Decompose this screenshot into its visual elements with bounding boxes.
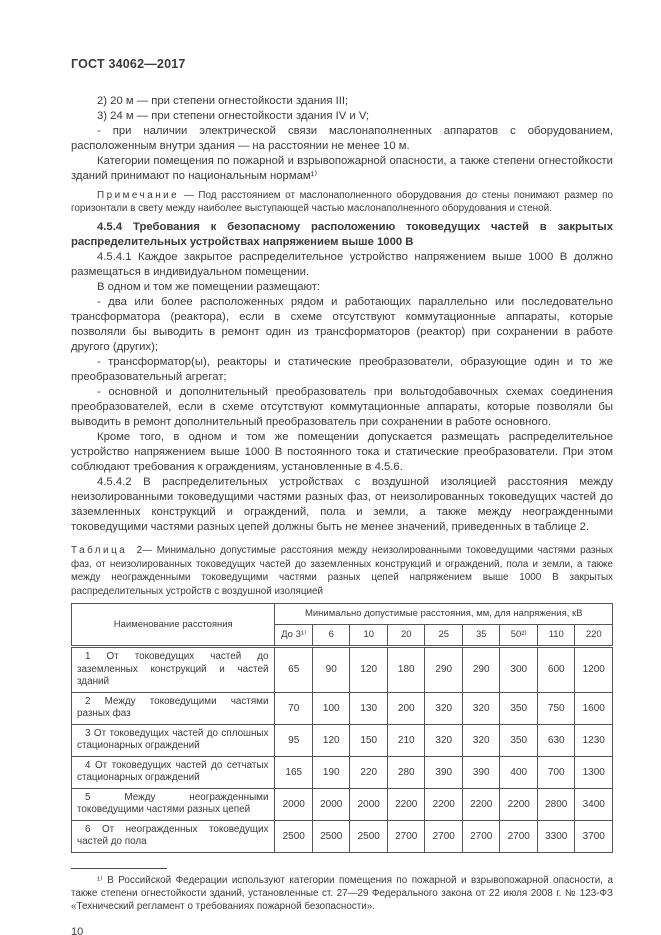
value-cell: 3700: [575, 820, 613, 852]
value-cell: 150: [350, 724, 388, 756]
row-label-cell: 1 От токоведущих частей до заземленных конструкций и частей зданий: [72, 647, 275, 693]
value-cell: 65: [275, 647, 313, 693]
value-cell: 2000: [275, 788, 313, 820]
column-header-voltage: 50²⁾: [500, 625, 538, 647]
value-cell: 1300: [575, 756, 613, 788]
column-header-voltage: 20: [387, 625, 425, 647]
distances-table: [71, 603, 613, 853]
value-cell: 320: [425, 692, 463, 724]
row-label-cell: 4 От токоведущих частей до сетчатых стационарных ограждений: [72, 756, 275, 788]
value-cell: 70: [275, 692, 313, 724]
value-cell: 1230: [575, 724, 613, 756]
value-cell: 390: [462, 756, 500, 788]
note-paragraph: [71, 189, 613, 215]
value-cell: 290: [425, 647, 463, 693]
value-cell: 2200: [500, 788, 538, 820]
value-cell: 180: [387, 647, 425, 693]
footnote-marker: ¹⁾: [97, 874, 103, 886]
table-row: [72, 724, 613, 756]
body-paragraph: - при наличии электрической связи маслонаполненных аппаратов с оборудованием, расположенным внутри здания — на расстоянии не менее 10 м.: [71, 125, 613, 152]
table-caption: [71, 544, 613, 598]
value-cell: 2200: [425, 788, 463, 820]
value-cell: 190: [312, 756, 350, 788]
value-cell: 350: [500, 724, 538, 756]
value-cell: 390: [425, 756, 463, 788]
value-cell: 750: [537, 692, 575, 724]
column-header-voltage: 110: [537, 625, 575, 647]
value-cell: 290: [462, 647, 500, 693]
note-label: Примечание: [97, 190, 180, 201]
table-caption-label: Таблица: [71, 545, 128, 556]
table-row: [72, 820, 613, 852]
value-cell: 3400: [575, 788, 613, 820]
body-paragraph: 3) 24 м — при степени огнестойкости здания IV и V;: [97, 110, 370, 122]
value-cell: 2200: [387, 788, 425, 820]
value-cell: 280: [387, 756, 425, 788]
value-cell: 165: [275, 756, 313, 788]
table-body: [72, 647, 613, 853]
table-row: [72, 756, 613, 788]
value-cell: 300: [500, 647, 538, 693]
value-cell: 90: [312, 647, 350, 693]
value-cell: 220: [350, 756, 388, 788]
body-paragraph: Категории помещения по пожарной и взрывопожарной опасности, а также степени огнестойкости зданий принимают по национальным нормам¹⁾: [71, 155, 613, 182]
column-header-voltage: 6: [312, 625, 350, 647]
table-header-row: [72, 604, 613, 625]
column-header-voltage: 220: [575, 625, 613, 647]
value-cell: 1200: [575, 647, 613, 693]
value-cell: 2800: [537, 788, 575, 820]
column-header-name: Наименование расстояния: [72, 604, 275, 647]
body-paragraph: 4.5.4.2 В распределительных устройствах с воздушной изоляцией расстояния между неизолированными токоведущими частями разных фаз, от неизолированных токоведущих частей до заземленных конструкций и ограждений, пола и земли, а также между неогражденными токоведущими частями разных цепей должны быть не менее значений, приведенных в таблице 2.: [71, 476, 613, 533]
body-paragraph: - два или более расположенных рядом и работающих параллельно или последовательно трансформатора (реактора), если в схеме отсутствуют коммутационные аппараты, которые позволяли бы выводить в ремонт один из трансформаторов (реактор) при сохранении в работе другого (других);: [71, 296, 613, 353]
value-cell: 320: [462, 692, 500, 724]
page-number: 10: [71, 925, 84, 935]
value-cell: 3300: [537, 820, 575, 852]
table-row: [72, 788, 613, 820]
value-cell: 2500: [275, 820, 313, 852]
footnote-text: В Российской Федерации используют категории помещения по пожарной и взрывопожарной опасности, а также степени огнестойкости зданий, установленные ст. 27—29 Федерального закона от 22 июля 2008 г. № 123-ФЗ «Технический регламент о требованиях пожарной безопасности».: [71, 874, 613, 912]
value-cell: 2700: [387, 820, 425, 852]
body-paragraph: 4.5.4.1 Каждое закрытое распределительное устройство напряжением выше 1000 В должно размещаться в индивидуальном помещении.: [71, 251, 613, 278]
row-label-cell: 3 От токоведущих частей до сплошных стационарных ограждений: [72, 724, 275, 756]
value-cell: 210: [387, 724, 425, 756]
value-cell: 400: [500, 756, 538, 788]
gost-number: ГОСТ 34062—2017: [71, 57, 186, 71]
value-cell: 120: [312, 724, 350, 756]
body-paragraph: - основной и дополнительный преобразователь при вольтодобавочных схемах соединения преобразователей, если в схеме отсутствуют коммутационные аппараты, которые позволяли бы выводить в ремонт дополнительный преобразователь при сохранении в работе основного.: [71, 386, 613, 428]
value-cell: 350: [500, 692, 538, 724]
column-header-voltage: 25: [425, 625, 463, 647]
value-cell: 2700: [462, 820, 500, 852]
value-cell: 600: [537, 647, 575, 693]
value-cell: 100: [312, 692, 350, 724]
table-row: [72, 692, 613, 724]
column-header-voltage: 10: [350, 625, 388, 647]
value-cell: 2700: [425, 820, 463, 852]
body-paragraph: В одном и том же помещении размещают:: [97, 281, 321, 293]
value-cell: 2700: [500, 820, 538, 852]
section-heading: 4.5.4 Требования к безопасному расположению токоведущих частей в закрытых распределительных устройствах напряжением выше 1000 В: [71, 221, 613, 248]
row-label-cell: 6 От неогражденных токоведущих частей до пола: [72, 820, 275, 852]
table-caption-text: Минимально допустимые расстояния между неизолированными токоведущими частями разных фаз, от неизолированных токоведущих частей до заземленных конструкций и ограждений, пола и земли, а также между неогражденными токоведущими частями разных цепей напряжением выше 1000 В закрытых распределительных устройств с воздушной изоляцией: [71, 545, 613, 597]
value-cell: 2500: [312, 820, 350, 852]
column-header-group: Минимально допустимые расстояния, мм, для напряжения, кВ: [275, 604, 613, 625]
value-cell: 2000: [312, 788, 350, 820]
row-label-cell: 2 Между токоведущими частями разных фаз: [72, 692, 275, 724]
value-cell: 130: [350, 692, 388, 724]
column-header-voltage: 35: [462, 625, 500, 647]
body-paragraph: - трансформатор(ы), реакторы и статические преобразователи, образующие один и то же преобразовательный агрегат;: [71, 356, 613, 383]
footnote: [71, 874, 613, 913]
value-cell: 2200: [462, 788, 500, 820]
table-header: [72, 604, 613, 647]
note-text: — Под расстоянием от маслонаполненного оборудования до стены понимают размер по горизонтали в свету между наиболее выступающей частью маслонаполненного оборудования и стеной.: [71, 190, 614, 214]
value-cell: 320: [425, 724, 463, 756]
value-cell: 700: [537, 756, 575, 788]
body-paragraph: Кроме того, в одном и том же помещении допускается размещать распределительное устройство напряжением выше 1000 В постоянного тока и статические преобразователи. При этом соблюдают требования к ограждениям, установленные в 4.5.6.: [71, 431, 613, 473]
value-cell: 2000: [350, 788, 388, 820]
table-caption-number: 2—: [136, 545, 152, 556]
footnote-separator: [71, 868, 167, 869]
value-cell: 2500: [350, 820, 388, 852]
value-cell: 1600: [575, 692, 613, 724]
value-cell: 630: [537, 724, 575, 756]
value-cell: 200: [387, 692, 425, 724]
row-label-cell: 5 Между неогражденными токоведущими частями разных цепей: [72, 788, 275, 820]
document-header: [71, 57, 613, 71]
value-cell: 120: [350, 647, 388, 693]
table-row: [72, 647, 613, 693]
column-header-voltage: До 3¹⁾: [275, 625, 313, 647]
value-cell: 95: [275, 724, 313, 756]
body-text-block: [71, 94, 613, 535]
body-paragraph: 2) 20 м — при степени огнестойкости здания III;: [97, 95, 349, 107]
value-cell: 320: [462, 724, 500, 756]
